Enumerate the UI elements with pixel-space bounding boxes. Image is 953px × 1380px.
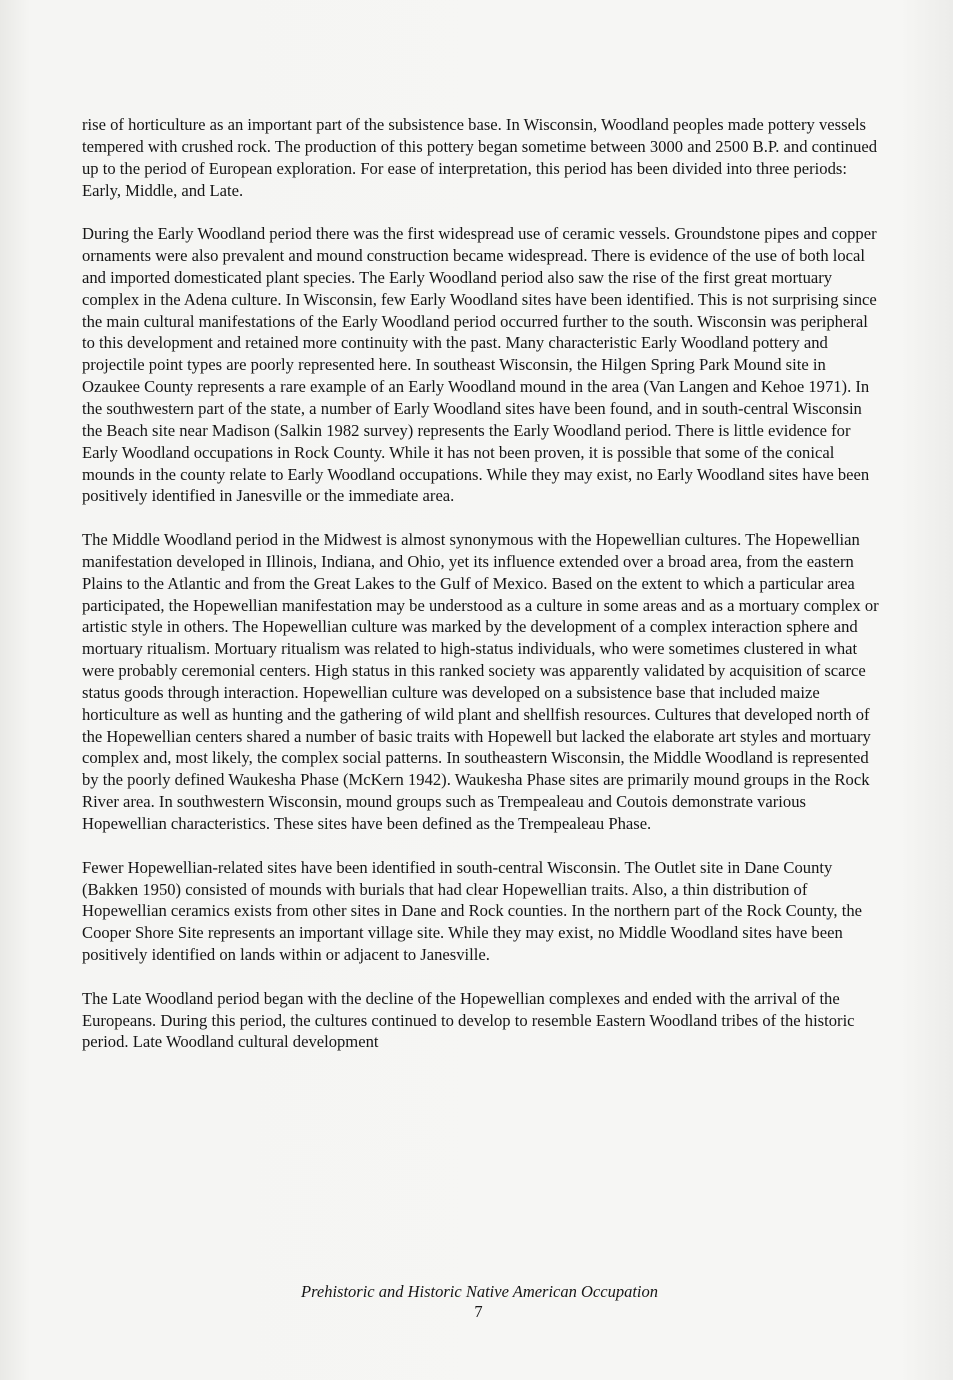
body-text <box>82 114 882 1053</box>
footer-title: Prehistoric and Historic Native American Occupation <box>301 1282 658 1301</box>
paragraph-hopewellian-sites: Fewer Hopewellian-related sites have been identified in south-central Wisconsin. The Outlet site in Dane County (Bakken 1950) consisted of mounds with burials that had clear Hopewellian traits. Also, a thin distribution of Hopewellian ceramics exists from other sites in Dane and Rock counties. In the northern part of the Rock County, the Cooper Shore Site represents an important village site. While they may exist, no Middle Woodland sites have been positively identified on lands within or adjacent to Janesville. <box>82 857 863 965</box>
paragraph-late-woodland: The Late Woodland period began with the decline of the Hopewellian complexes and ended with the arrival of the Europeans. During this period, the cultures continued to develop to resemble Eastern Woodland tribes of the historic period. Late Woodland cultural development <box>82 988 855 1052</box>
page-number: 7 <box>474 1302 483 1321</box>
paragraph-woodland-intro: rise of horticulture as an important part of the subsistence base. In Wisconsin, Woodland peoples made pottery vessels tempered with crushed rock. The production of this pottery began sometime between 3000 and 2500 B.P. and continued up to the period of European exploration. For ease of interpretation, this period has been divided into three periods: Early, Middle, and Late. <box>82 115 878 200</box>
page-footer <box>0 1281 953 1322</box>
paragraph-early-woodland: During the Early Woodland period there was the first widespread use of ceramic vessels. Groundstone pipes and copper ornaments were also prevalent and mound construction became widespread. There is evidence of the use of both local and imported domesticated plant species. The Early Woodland period also saw the rise of the first great mortuary complex in the Adena culture. In Wisconsin, few Early Woodland sites have been identified. This is not surprising since the main cultural manifestations of the Early Woodland period occurred further to the south. Wisconsin was peripheral to this development and retained more continuity with the past. Many characteristic Early Woodland pottery and projectile point types are poorly represented here. In southeast Wisconsin, the Hilgen Spring Park Mound site in Ozaukee County represents a rare example of an Early Woodland mound in the area (Van Langen and Kehoe 1971). In the southwestern part of the state, a number of Early Woodland sites have been found, and in south-central Wisconsin the Beach site near Madison (Salkin 1982 survey) represents the Early Woodland period. There is little evidence for Early Woodland occupations in Rock County. While it has not been proven, it is possible that some of the conical mounds in the county relate to Early Woodland occupations. While they may exist, no Early Woodland sites have been positively identified in Janesville or the immediate area. <box>82 224 877 506</box>
paragraph-middle-woodland: The Middle Woodland period in the Midwest is almost synonymous with the Hopewellian cultures. The Hopewellian manifestation developed in Illinois, Indiana, and Ohio, yet its influence extended over a broad area, from the eastern Plains to the Atlantic and from the Great Lakes to the Gulf of Mexico. Based on the extent to which a particular area participated, the Hopewellian manifestation may be understood as a culture in some areas and as a mortuary complex or artistic style in others. The Hopewellian culture was marked by the development of a complex interaction sphere and mortuary ritualism. Mortuary ritualism was related to high-status individuals, who were sometimes clustered in what were probably ceremonial centers. High status in this ranked society was apparently validated by acquisition of scarce status goods through interaction. Hopewellian culture was developed on a subsistence base that included maize horticulture as well as hunting and the gathering of wild plant and shellfish resources. Cultures that developed north of the Hopewellian centers shared a number of basic traits with Hopewell but lacked the elaborate art styles and mortuary complex and, most likely, the complex social patterns. In southeastern Wisconsin, the Middle Woodland is represented by the poorly defined Waukesha Phase (McKern 1942). Waukesha Phase sites are primarily mound groups in the Rock River area. In southwestern Wisconsin, mound groups such as Trempealeau and Coutois demonstrate various Hopewellian characteristics. These sites have been defined as the Trempealeau Phase. <box>82 530 879 833</box>
